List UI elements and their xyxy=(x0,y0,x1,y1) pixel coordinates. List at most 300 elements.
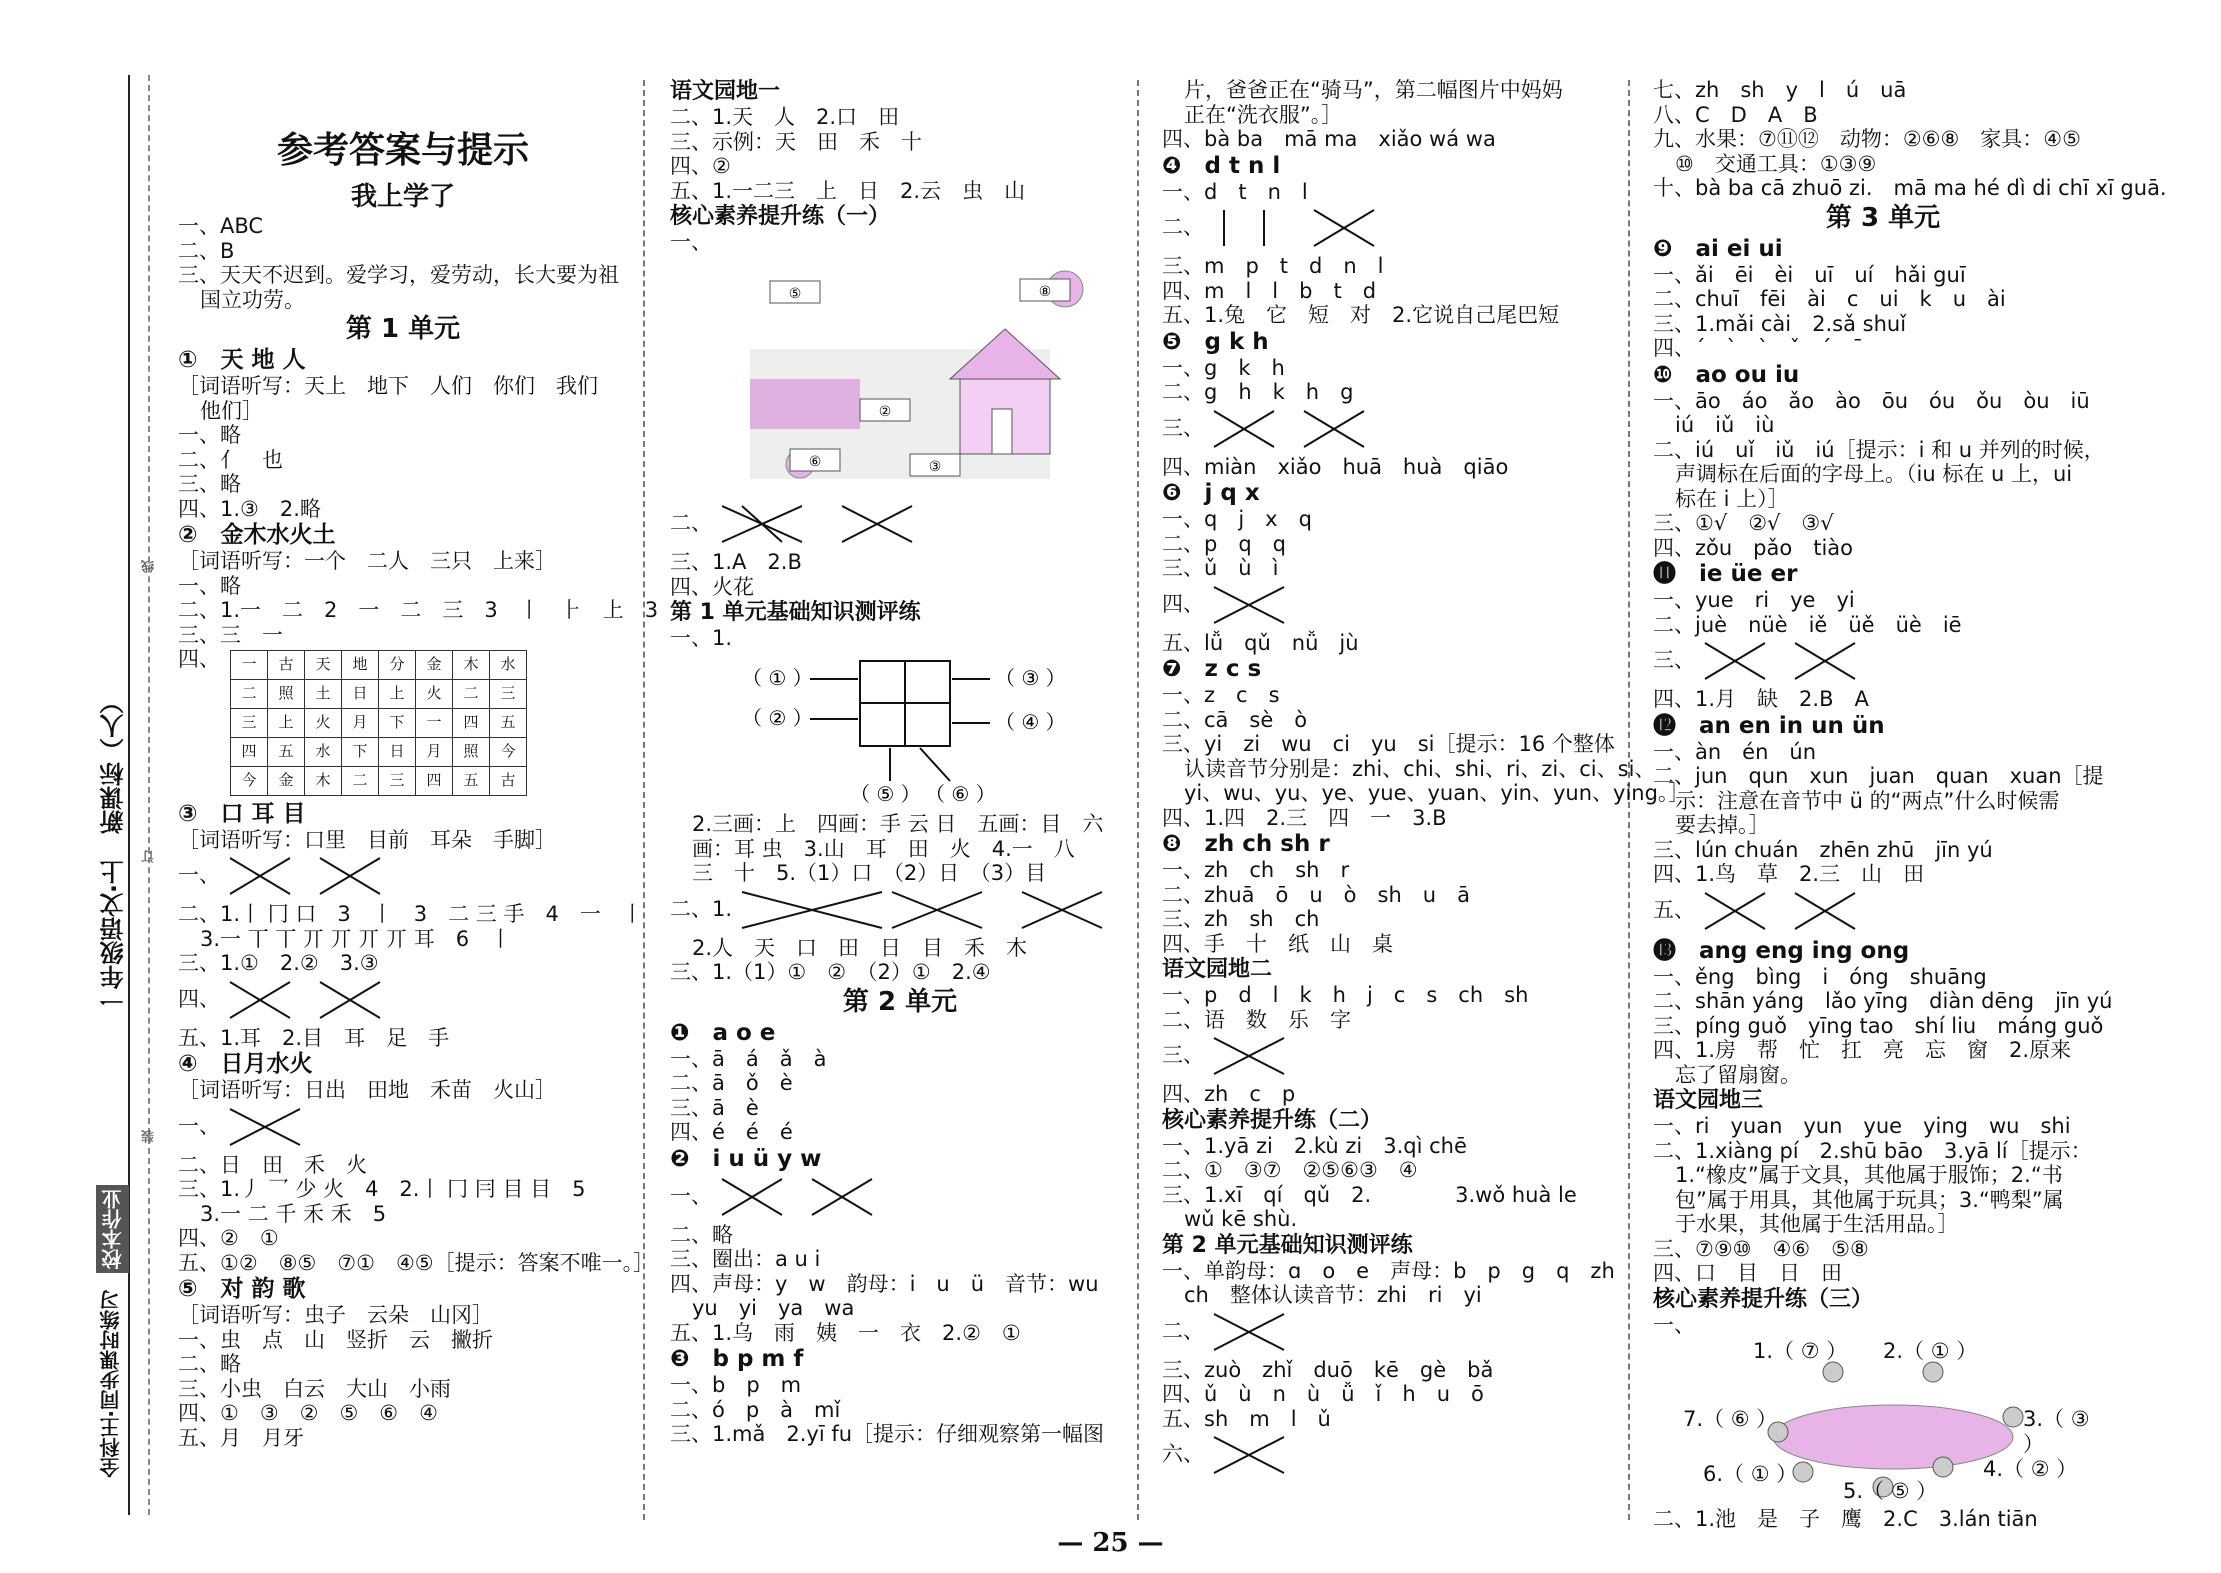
section-heading xyxy=(1653,1286,2113,1313)
answer-line xyxy=(1162,1407,1622,1432)
lesson-heading xyxy=(1162,152,1622,180)
answer-text: 五、1.一二三 上 日 2.云 虫 山 xyxy=(670,178,1026,203)
page-number: — 25 — xyxy=(1057,1528,1164,1558)
answer-line xyxy=(1162,1431,1622,1481)
answer-line xyxy=(1162,254,1622,279)
answer-text: 四、bà ba mā ma xiǎo wá wa xyxy=(1162,127,1496,151)
answer-line xyxy=(178,976,628,1026)
answer-text: 二、chuī fēi ài c ui k u ài xyxy=(1653,287,2006,311)
answer-line xyxy=(1653,438,2113,463)
answer-line xyxy=(1162,756,1656,782)
answer-line xyxy=(1653,862,2113,887)
unit-heading xyxy=(178,312,628,346)
answer-text: 三、三 一 xyxy=(178,622,283,647)
answer-text: 四、手 十 纸 山 桌 xyxy=(1162,931,1393,956)
answer-line xyxy=(1653,103,2113,128)
answer-line xyxy=(178,1026,628,1051)
answer-text: 三、ǔ ù ì xyxy=(1162,556,1279,580)
answer-text: 三、天天不迟到。爱学习，爱劳动，长大要为祖 xyxy=(178,263,619,287)
pic-label: ⑧ xyxy=(1038,283,1052,300)
answer-text: 2.人 天 口 田 日 目 禾 木 xyxy=(692,935,1028,960)
answer-text: 片，爸爸正在“骑马”，第二幅图片中妈妈 xyxy=(1184,78,1563,102)
answer-text: 一、ǎi ēi èi uī uí hǎi guī xyxy=(1653,262,1966,287)
answer-text: 一、d t n l xyxy=(1162,179,1308,204)
answer-text: 二、1.一 二 2 一 二 三 3 丨 ⺊ 上 3 xyxy=(178,598,659,622)
lesson-heading xyxy=(178,346,628,374)
answer-line xyxy=(178,214,628,239)
answer-text: 一、àn én ún xyxy=(1653,739,1817,764)
matching-lines-figure xyxy=(1204,204,1404,252)
answer-line xyxy=(1653,536,2113,561)
answer-line xyxy=(670,1096,1130,1121)
answer-text: 二、juè nüè iě üě üè iē xyxy=(1653,612,1962,637)
answer-line xyxy=(670,1047,1130,1072)
answer-text: 一、ABC xyxy=(178,214,264,238)
unit-heading xyxy=(1653,201,2113,235)
answer-line xyxy=(1653,813,2113,838)
matching-lines-figure xyxy=(1204,1032,1404,1080)
answer-line xyxy=(1162,1008,1622,1033)
answer-text: 一、 xyxy=(178,863,220,887)
answer-line xyxy=(1162,303,1622,328)
answer-text: 二、略 xyxy=(670,1222,733,1247)
grid-cell: 二 xyxy=(231,679,268,708)
answer-text: ❻ j q x xyxy=(1162,480,1260,506)
matching-lines-figure xyxy=(1204,581,1404,629)
answer-text: 三、1.（1）① ② （2）① 2.④ xyxy=(670,960,991,984)
answer-text: ⓫ ie üe er xyxy=(1653,561,1798,587)
answer-line xyxy=(670,154,1130,179)
answer-line xyxy=(178,263,628,288)
answer-line xyxy=(670,1272,1130,1297)
grid-cell: 分 xyxy=(379,650,416,679)
matching-lines-figure xyxy=(1204,405,1404,453)
answer-line xyxy=(1162,279,1622,304)
section-heading xyxy=(1162,956,1622,983)
grid-cell: 水 xyxy=(305,737,342,766)
answer-text: ❿ ao ou iu xyxy=(1653,361,1800,388)
grid-cell: 日 xyxy=(379,737,416,766)
kid-label: 1.（ ⑦ ） xyxy=(1753,1339,1848,1363)
answer-line xyxy=(670,230,1130,255)
answer-text: 一、虫 点 山 竖折 云 撇折 xyxy=(178,1327,493,1352)
answer-text: 二、ā ǒ è xyxy=(670,1071,793,1095)
answer-line xyxy=(1653,1014,2113,1039)
answer-text: 画：耳 虫 3.山 耳 田 火 4.一 八 xyxy=(692,836,1075,861)
answer-text: 1.“橡皮”属于文具，其他属于服饰；2.“书 xyxy=(1675,1163,2063,1187)
answer-text: 四、é é é xyxy=(670,1120,793,1144)
answer-line xyxy=(670,1223,1130,1248)
box-label: （ ⑥ ） xyxy=(925,781,996,806)
answer-text: ［词语听写：虫子 云朵 山冈］ xyxy=(178,1303,493,1327)
answer-text: ❾ ai ei ui xyxy=(1653,235,1783,262)
kid-label: 4.（ ② ） xyxy=(1983,1457,2078,1481)
answer-text: 三、1.mǎi cài 2.sǎ shuǐ xyxy=(1653,311,1907,336)
grid-cell: 火 xyxy=(416,679,453,708)
grid-cell: 三 xyxy=(231,708,268,737)
grid-cell: 四 xyxy=(453,708,490,737)
grid-cell: 照 xyxy=(453,737,490,766)
lesson-heading xyxy=(670,1019,1130,1047)
answer-text: 四、1.四 2.三 四 一 3.B xyxy=(1162,805,1447,830)
answer-line xyxy=(1653,336,2113,361)
grid-row xyxy=(231,679,527,708)
answer-line xyxy=(1162,455,1622,480)
answer-text: 五、 xyxy=(1653,897,1695,922)
answer-line xyxy=(1653,1114,2113,1139)
answer-line xyxy=(1162,883,1622,908)
grid-cell: 五 xyxy=(453,766,490,795)
answer-text: 四、ǔ ù n ù ǚ ǐ h u ō xyxy=(1162,1382,1484,1406)
answer-text: 要去掉。］ xyxy=(1675,813,1770,837)
answer-text: 一、b p m xyxy=(670,1373,802,1397)
answer-line xyxy=(178,472,628,497)
book-spine xyxy=(0,0,160,1573)
answer-text: 一、ri yuan yun yue ying wu shi xyxy=(1653,1114,2071,1138)
grid-cell: 金 xyxy=(416,650,453,679)
answer-line xyxy=(1162,103,1622,128)
answer-line xyxy=(1162,127,1622,152)
answer-line xyxy=(670,130,1130,155)
answer-text: yi、wu、yu、ye、yue、yuan、yin、yun、ying。］ xyxy=(1184,781,1690,805)
answer-column-3 xyxy=(1162,78,1690,1481)
answer-line xyxy=(670,1071,1130,1096)
answer-text: 第 3 单元 xyxy=(1825,202,1941,233)
lesson-heading xyxy=(1162,479,1622,507)
pic-label: ③ xyxy=(928,458,942,475)
grid-cell: 三 xyxy=(379,766,416,795)
answer-text: 五、月 月牙 xyxy=(178,1425,304,1450)
answer-line xyxy=(178,1328,628,1353)
lesson-heading xyxy=(178,1275,628,1303)
lesson-heading xyxy=(1162,328,1622,356)
grid-cell: 火 xyxy=(305,708,342,737)
answer-text: 四、1.房 帮 忙 扛 亮 忘 窗 2.原来 xyxy=(1653,1038,2072,1062)
answer-line xyxy=(1162,1183,1622,1208)
answer-text: 二、1.xiàng pí 2.shū bāo 3.yā lí［提示： xyxy=(1653,1138,2092,1163)
answer-line xyxy=(1162,356,1622,381)
answer-line xyxy=(670,1173,1130,1223)
answer-text: 三、①√ ②√ ③√ xyxy=(1653,511,1834,535)
grid-cell: 下 xyxy=(342,737,379,766)
answer-text: 四、miàn xiǎo huā huà qiāo xyxy=(1162,454,1509,479)
house-picture xyxy=(730,259,1130,495)
answer-line xyxy=(1653,1063,2113,1088)
answer-line xyxy=(1162,732,1622,757)
grid-cell: 上 xyxy=(268,708,305,737)
answer-line xyxy=(1653,613,2113,638)
answer-text: ❶ a o e xyxy=(670,1019,776,1046)
answer-line xyxy=(670,1398,1130,1423)
box-label: （ ③ ） xyxy=(995,665,1066,690)
box-label: （ ② ） xyxy=(742,705,813,730)
answer-text: 国立功劳。 xyxy=(200,287,305,312)
answer-text: 三、1.① 2.② 3.③ xyxy=(178,951,379,975)
section-heading xyxy=(670,203,1130,230)
answer-line xyxy=(178,598,659,623)
answer-text: 一、1. xyxy=(670,626,733,650)
answer-line xyxy=(1162,507,1622,532)
matching-lines-figure xyxy=(1204,1308,1404,1356)
grid-cell: 木 xyxy=(305,766,342,795)
grid-cell: 水 xyxy=(490,650,527,679)
answer-line xyxy=(1162,1308,1622,1358)
answer-line xyxy=(1653,487,2113,512)
answer-line xyxy=(1162,532,1622,557)
answer-text: 3.一 二 千 禾 禾 5 xyxy=(200,1201,387,1226)
grid-cell: 今 xyxy=(231,766,268,795)
character-grid xyxy=(230,650,628,796)
answer-text: yu yi ya wa xyxy=(692,1296,855,1320)
answer-text: 五、sh m l ǔ xyxy=(1162,1406,1331,1431)
answer-line xyxy=(178,951,628,976)
answer-text: 第 2 单元 xyxy=(842,986,958,1017)
grid-row xyxy=(231,737,527,766)
box-label: （ ① ） xyxy=(742,665,813,690)
answer-line xyxy=(178,497,628,522)
answer-line xyxy=(1653,287,2113,312)
answer-text: 六、 xyxy=(1162,1442,1204,1466)
answer-text: 一、单韵母：ɑ o e 声母：b p g q zh xyxy=(1162,1258,1615,1283)
answer-text: 核心素养提升练（一） xyxy=(670,204,891,229)
answer-text: ［词语听写：口里 目前 耳朵 手脚］ xyxy=(178,827,556,852)
answer-line xyxy=(1653,838,2113,863)
answer-line xyxy=(670,550,1130,575)
lesson-heading xyxy=(1653,712,2113,740)
answer-line xyxy=(670,1120,1130,1145)
answer-text: 二、shān yáng lǎo yīng diàn dēng jīn yú xyxy=(1653,989,2113,1013)
lesson-heading xyxy=(1653,235,2113,263)
answer-line xyxy=(1162,781,1690,806)
answer-line xyxy=(670,812,1130,837)
answer-text: ❸ b p m f xyxy=(670,1346,804,1372)
answer-line xyxy=(178,1377,628,1402)
answer-text: 示：注意在音节中 ü 的“两点”什么时候需 xyxy=(1675,788,2060,813)
answer-text: 包”属于用具，其他属于玩具；3.“鸭梨”属 xyxy=(1675,1187,2064,1212)
answer-column-2 xyxy=(670,78,1130,1447)
answer-text: 三、1.xī qí qǔ 2. 3.wǒ huà le xyxy=(1162,1182,1577,1207)
answer-line xyxy=(670,886,1130,936)
grid-row xyxy=(231,708,527,737)
unit-heading xyxy=(178,180,628,214)
grid-cell: 金 xyxy=(268,766,305,795)
answer-text: 三、 xyxy=(1162,1043,1204,1067)
answer-line xyxy=(1653,312,2113,337)
lesson-heading xyxy=(1162,655,1622,683)
grid-cell: 下 xyxy=(379,708,416,737)
answer-line xyxy=(1162,1382,1622,1407)
answer-line xyxy=(670,1247,1130,1272)
answer-line xyxy=(1653,511,2113,536)
answer-text: 一、略 xyxy=(178,573,241,598)
answer-text: ❷ i u ü y w xyxy=(670,1145,822,1172)
answer-text: 四、① ③ ② ⑤ ⑥ ④ xyxy=(178,1401,438,1425)
answer-text: 二、① ③⑦ ②⑤⑥③ ④ xyxy=(1162,1158,1418,1182)
answer-text: 三、píng guǒ yīng tao shí liu máng guǒ xyxy=(1653,1013,2104,1038)
lesson-heading xyxy=(1162,830,1622,858)
answer-text: 二、语 数 乐 字 xyxy=(1162,1007,1351,1032)
answer-text: 三、圈出：a u i xyxy=(670,1247,821,1271)
answer-line xyxy=(1162,631,1622,656)
answer-text: 标在 i 上）］ xyxy=(1675,486,1789,511)
grid-cell: 照 xyxy=(268,679,305,708)
answer-text: 三、zuò zhǐ duō kē gè bǎ xyxy=(1162,1357,1494,1382)
answer-text: 正在“洗衣服”。］ xyxy=(1184,102,1343,127)
answer-line xyxy=(1162,1134,1622,1159)
lesson-heading xyxy=(1653,560,2113,588)
grid-cell: 上 xyxy=(379,679,416,708)
answer-line xyxy=(178,239,628,264)
grid-cell: 四 xyxy=(416,766,453,795)
answer-text: 三、1.A 2.B xyxy=(670,550,802,574)
matching-lines-figure xyxy=(732,886,1122,934)
answer-text: 四、口 目 日 田 xyxy=(1653,1261,1842,1285)
section-heading xyxy=(670,78,1130,105)
spine-series: 新课标（人） xyxy=(100,690,128,834)
grid-cell: 五 xyxy=(490,708,527,737)
answer-line xyxy=(1162,932,1622,957)
answer-text: 二、略 xyxy=(178,1352,241,1376)
matching-lines-figure xyxy=(220,852,420,900)
grid-cell: 二 xyxy=(342,766,379,795)
answer-text: 他们］ xyxy=(200,398,263,423)
answer-column-4 xyxy=(1653,78,2167,1532)
answer-line xyxy=(1653,989,2113,1014)
answer-line xyxy=(670,837,1130,862)
answer-text: 三、lún chuán zhēn zhū jīn yú xyxy=(1653,837,1993,862)
answer-line xyxy=(1653,1212,2113,1237)
answer-text: 一、zh ch sh r xyxy=(1162,858,1350,882)
grid-cell: 地 xyxy=(342,650,379,679)
answer-line xyxy=(178,1078,628,1103)
grid-cell: 月 xyxy=(416,737,453,766)
answer-line xyxy=(178,1153,628,1178)
answer-text: 二、 xyxy=(1162,1318,1204,1343)
lesson-heading xyxy=(670,1145,1130,1173)
answer-line xyxy=(670,861,1130,886)
answer-line xyxy=(178,423,628,448)
answer-line xyxy=(1162,180,1622,205)
answer-line xyxy=(1653,740,2113,765)
answer-line xyxy=(1653,1237,2113,1262)
answer-text: 一、1.yā zi 2.kù zi 3.qì chē xyxy=(1162,1133,1467,1158)
answer-line xyxy=(1653,764,2113,789)
answer-text: 第 1 单元 xyxy=(345,314,461,344)
lesson-heading xyxy=(178,1050,628,1078)
section-heading xyxy=(1162,1232,1622,1259)
lesson-heading xyxy=(670,1345,1130,1373)
answer-text: ［词语听写：日出 田地 禾苗 火山］ xyxy=(178,1078,556,1102)
answer-text: ⑤ 对 韵 歌 xyxy=(178,1276,306,1302)
answer-line xyxy=(178,1426,628,1451)
unit-heading xyxy=(670,985,1130,1019)
answer-line xyxy=(1162,1032,1622,1082)
answer-text: 十、bà ba cā zhuō zi. mā ma hé dì di chī xī guā. xyxy=(1653,176,2167,200)
answer-line xyxy=(1653,965,2113,990)
answer-text: 三、1.丿 乛 少 火 4 2.丨 冂 冃 目 目 5 xyxy=(178,1177,586,1201)
column-divider xyxy=(643,80,645,1520)
answer-text: 二、日 田 禾 火 xyxy=(178,1152,367,1177)
answer-text: 一、p d l k h j c s ch sh xyxy=(1162,983,1529,1007)
grid-row xyxy=(231,766,527,795)
answer-line xyxy=(1653,413,2113,438)
kid-label: 6.（ ① ） xyxy=(1703,1462,1798,1486)
answer-text: 一、āo áo ǎo ào ōu óu ǒu òu iū xyxy=(1653,388,2090,413)
answer-text: 五、1.耳 2.目 耳 足 手 xyxy=(178,1025,450,1050)
answer-text: 三、 xyxy=(1162,415,1204,440)
answer-line xyxy=(1162,405,1622,455)
answer-line xyxy=(670,1296,1130,1321)
answer-text: 四、ˊ ˋ ˋ ˇ ˊ ˉ xyxy=(1653,336,1863,360)
answer-text: 3.一 丅 丅 丌 丌 丌 丌 耳 6 丨 xyxy=(200,926,512,951)
answer-text: 一、 xyxy=(1653,1312,1695,1337)
answer-text: 第 2 单元基础知识测评练 xyxy=(1162,1232,1413,1258)
answer-column-1 xyxy=(178,120,659,1450)
matching-lines-figure xyxy=(220,976,420,1024)
answer-text: ❺ g k h xyxy=(1162,328,1269,355)
answer-line xyxy=(178,828,628,853)
answer-text: 三、1.mǎ 2.yī fu［提示：仔细观察第一幅图 xyxy=(670,1422,1105,1446)
answer-line xyxy=(1162,1207,1622,1232)
answer-line xyxy=(178,1177,628,1202)
answer-text: 五、lǚ qǔ nǚ jù xyxy=(1162,630,1359,655)
answer-text: 语文园地二 xyxy=(1162,957,1273,982)
answer-line xyxy=(1653,176,2167,201)
answer-line xyxy=(178,1250,655,1276)
answer-text: ② 金木水火土 xyxy=(178,522,336,548)
answer-text: 三、ā è xyxy=(670,1095,759,1120)
answer-line xyxy=(670,1422,1130,1447)
answer-text: ③ 口 耳 目 xyxy=(178,800,306,827)
answer-line xyxy=(1653,263,2113,288)
answer-text: 一、 xyxy=(670,230,712,254)
matching-lines-figure xyxy=(1695,637,1895,685)
answer-text: 五、①② ⑧⑤ ⑦① ④⑤［提示：答案不唯一。］ xyxy=(178,1250,655,1275)
answer-text: 语文园地三 xyxy=(1653,1088,1764,1113)
pic-label: ② xyxy=(878,403,892,420)
answer-line xyxy=(178,448,628,473)
grid-cell: 四 xyxy=(231,737,268,766)
answer-line xyxy=(1162,1358,1622,1383)
answer-line xyxy=(670,575,1130,600)
page-title: 参考答案与提示 xyxy=(276,129,529,171)
lesson-heading xyxy=(178,800,628,828)
answer-text: 二、jun qun xun juan quan xuan［提 xyxy=(1653,764,2104,788)
kid-label: 5.（ ⑤ ） xyxy=(1843,1479,1938,1503)
answer-line xyxy=(670,936,1130,961)
lesson-heading xyxy=(178,521,628,549)
answer-line xyxy=(670,1373,1130,1398)
answer-text: 二、 xyxy=(670,511,712,535)
answer-text: 认读音节分别是：zhi、chi、shi、ri、zi、ci、si、 xyxy=(1184,756,1656,781)
cut-line xyxy=(148,75,150,1515)
pic-label: ⑤ xyxy=(788,285,802,302)
answer-text: 四、1.月 缺 2.B A xyxy=(1653,687,1869,711)
grid-cell: 月 xyxy=(342,708,379,737)
answer-text: 一、 xyxy=(670,1183,712,1208)
answer-text: 四、火花 xyxy=(670,574,754,599)
answer-text: ① 天 地 人 xyxy=(178,347,306,373)
answer-text: 四、② xyxy=(670,154,731,178)
children-picture xyxy=(1683,1337,2103,1507)
grid-cell: 古 xyxy=(490,766,527,795)
answer-text: 一、q j x q xyxy=(1162,507,1312,531)
answer-text: 三、 xyxy=(1653,648,1695,672)
answer-text: ❼ z c s xyxy=(1162,656,1262,682)
answer-text: 四、 xyxy=(1162,591,1204,616)
answer-line xyxy=(1162,683,1622,708)
answer-line xyxy=(670,105,1130,130)
